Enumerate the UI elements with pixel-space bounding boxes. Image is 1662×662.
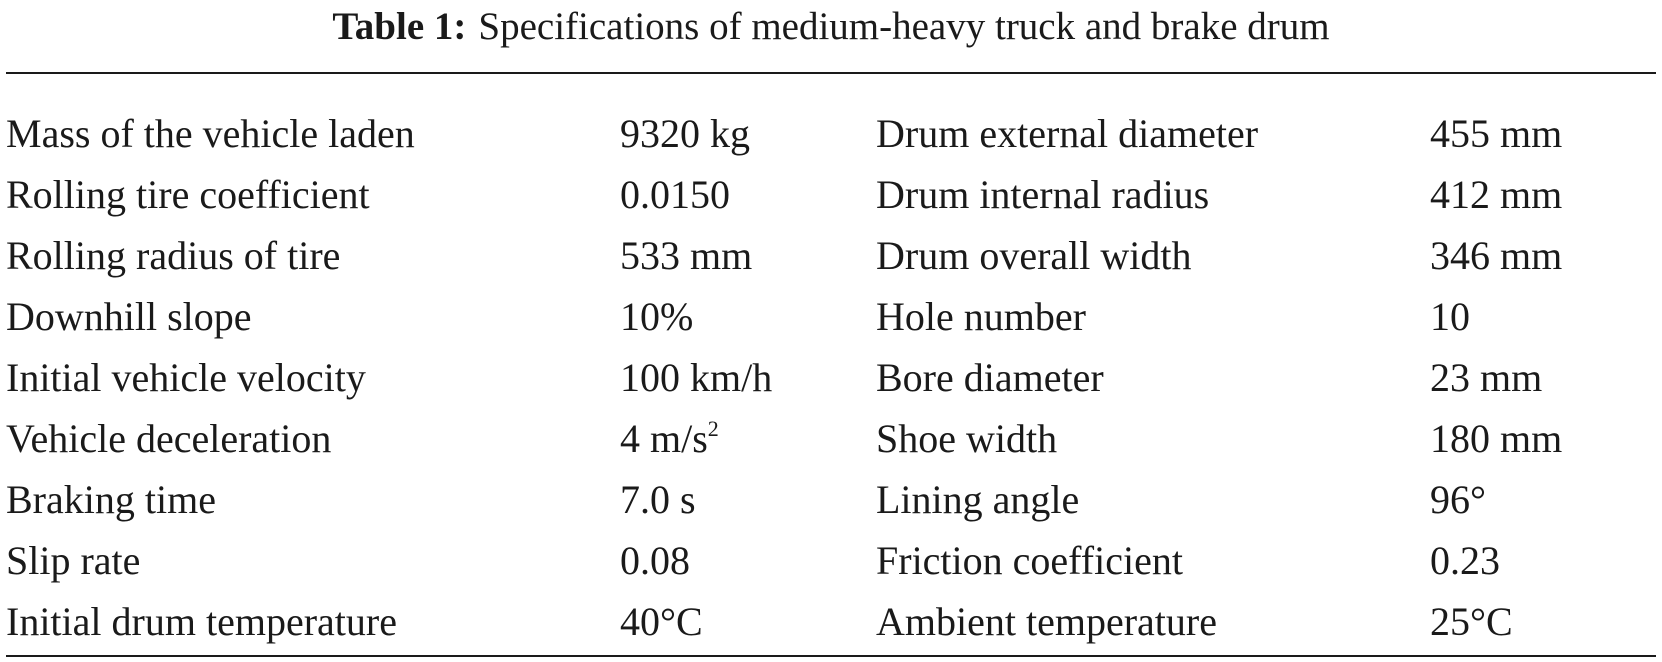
table-row xyxy=(6,591,1656,652)
parameter-name: Lining angle xyxy=(876,477,1080,522)
parameter-name: Mass of the vehicle laden xyxy=(6,111,415,156)
parameter-value-base: 4 m/s xyxy=(620,416,708,461)
table-row xyxy=(6,103,1656,164)
parameter-value: 10% xyxy=(620,294,694,339)
parameter-name: Ambient temperature xyxy=(876,599,1217,644)
parameter-value: 0.0150 xyxy=(620,172,730,217)
parameter-value: 96° xyxy=(1430,477,1486,522)
table-caption xyxy=(0,2,1662,52)
parameter-name: Vehicle deceleration xyxy=(6,416,332,461)
table-row xyxy=(6,164,1656,225)
specifications-table xyxy=(6,103,1656,652)
parameter-name: Initial vehicle velocity xyxy=(6,355,366,400)
parameter-name: Drum overall width xyxy=(876,233,1192,278)
parameter-name: Drum internal radius xyxy=(876,172,1210,217)
parameter-name: Slip rate xyxy=(6,538,141,583)
parameter-name: Rolling tire coefficient xyxy=(6,172,370,217)
parameter-value: 0.23 xyxy=(1430,538,1500,583)
parameter-value: 7.0 s xyxy=(620,477,696,522)
parameter-value: 25°C xyxy=(1430,599,1513,644)
parameter-value: 412 mm xyxy=(1430,172,1563,217)
table-row xyxy=(6,408,1656,469)
parameter-value: 346 mm xyxy=(1430,233,1563,278)
parameter-value: 180 mm xyxy=(1430,416,1563,461)
parameter-value: 0.08 xyxy=(620,538,690,583)
parameter-name: Drum external diameter xyxy=(876,111,1259,156)
parameter-name: Braking time xyxy=(6,477,216,522)
parameter-name: Downhill slope xyxy=(6,294,252,339)
parameter-value: 100 km/h xyxy=(620,355,773,400)
parameter-name: Friction coefficient xyxy=(876,538,1183,583)
parameter-value: 10 xyxy=(1430,294,1470,339)
table-row xyxy=(6,347,1656,408)
parameter-value: 455 mm xyxy=(1430,111,1563,156)
superscript-exponent: 2 xyxy=(707,416,719,441)
parameter-value: 533 mm xyxy=(620,233,753,278)
parameter-name: Hole number xyxy=(876,294,1086,339)
table-caption-label: Table 1: xyxy=(332,5,467,48)
table-row xyxy=(6,286,1656,347)
parameter-name: Bore diameter xyxy=(876,355,1104,400)
table-top-rule xyxy=(6,72,1656,74)
parameter-value xyxy=(620,408,719,469)
parameter-name: Shoe width xyxy=(876,416,1058,461)
table-row xyxy=(6,469,1656,530)
table-caption-text: Specifications of medium-heavy truck and brake drum xyxy=(478,5,1330,48)
parameter-value: 9320 kg xyxy=(620,111,750,156)
table-row xyxy=(6,225,1656,286)
parameter-name: Initial drum temperature xyxy=(6,599,397,644)
parameter-value: 23 mm xyxy=(1430,355,1543,400)
table-bottom-rule xyxy=(6,655,1656,657)
parameter-name: Rolling radius of tire xyxy=(6,233,341,278)
table-row xyxy=(6,530,1656,591)
parameter-value: 40°C xyxy=(620,599,703,644)
